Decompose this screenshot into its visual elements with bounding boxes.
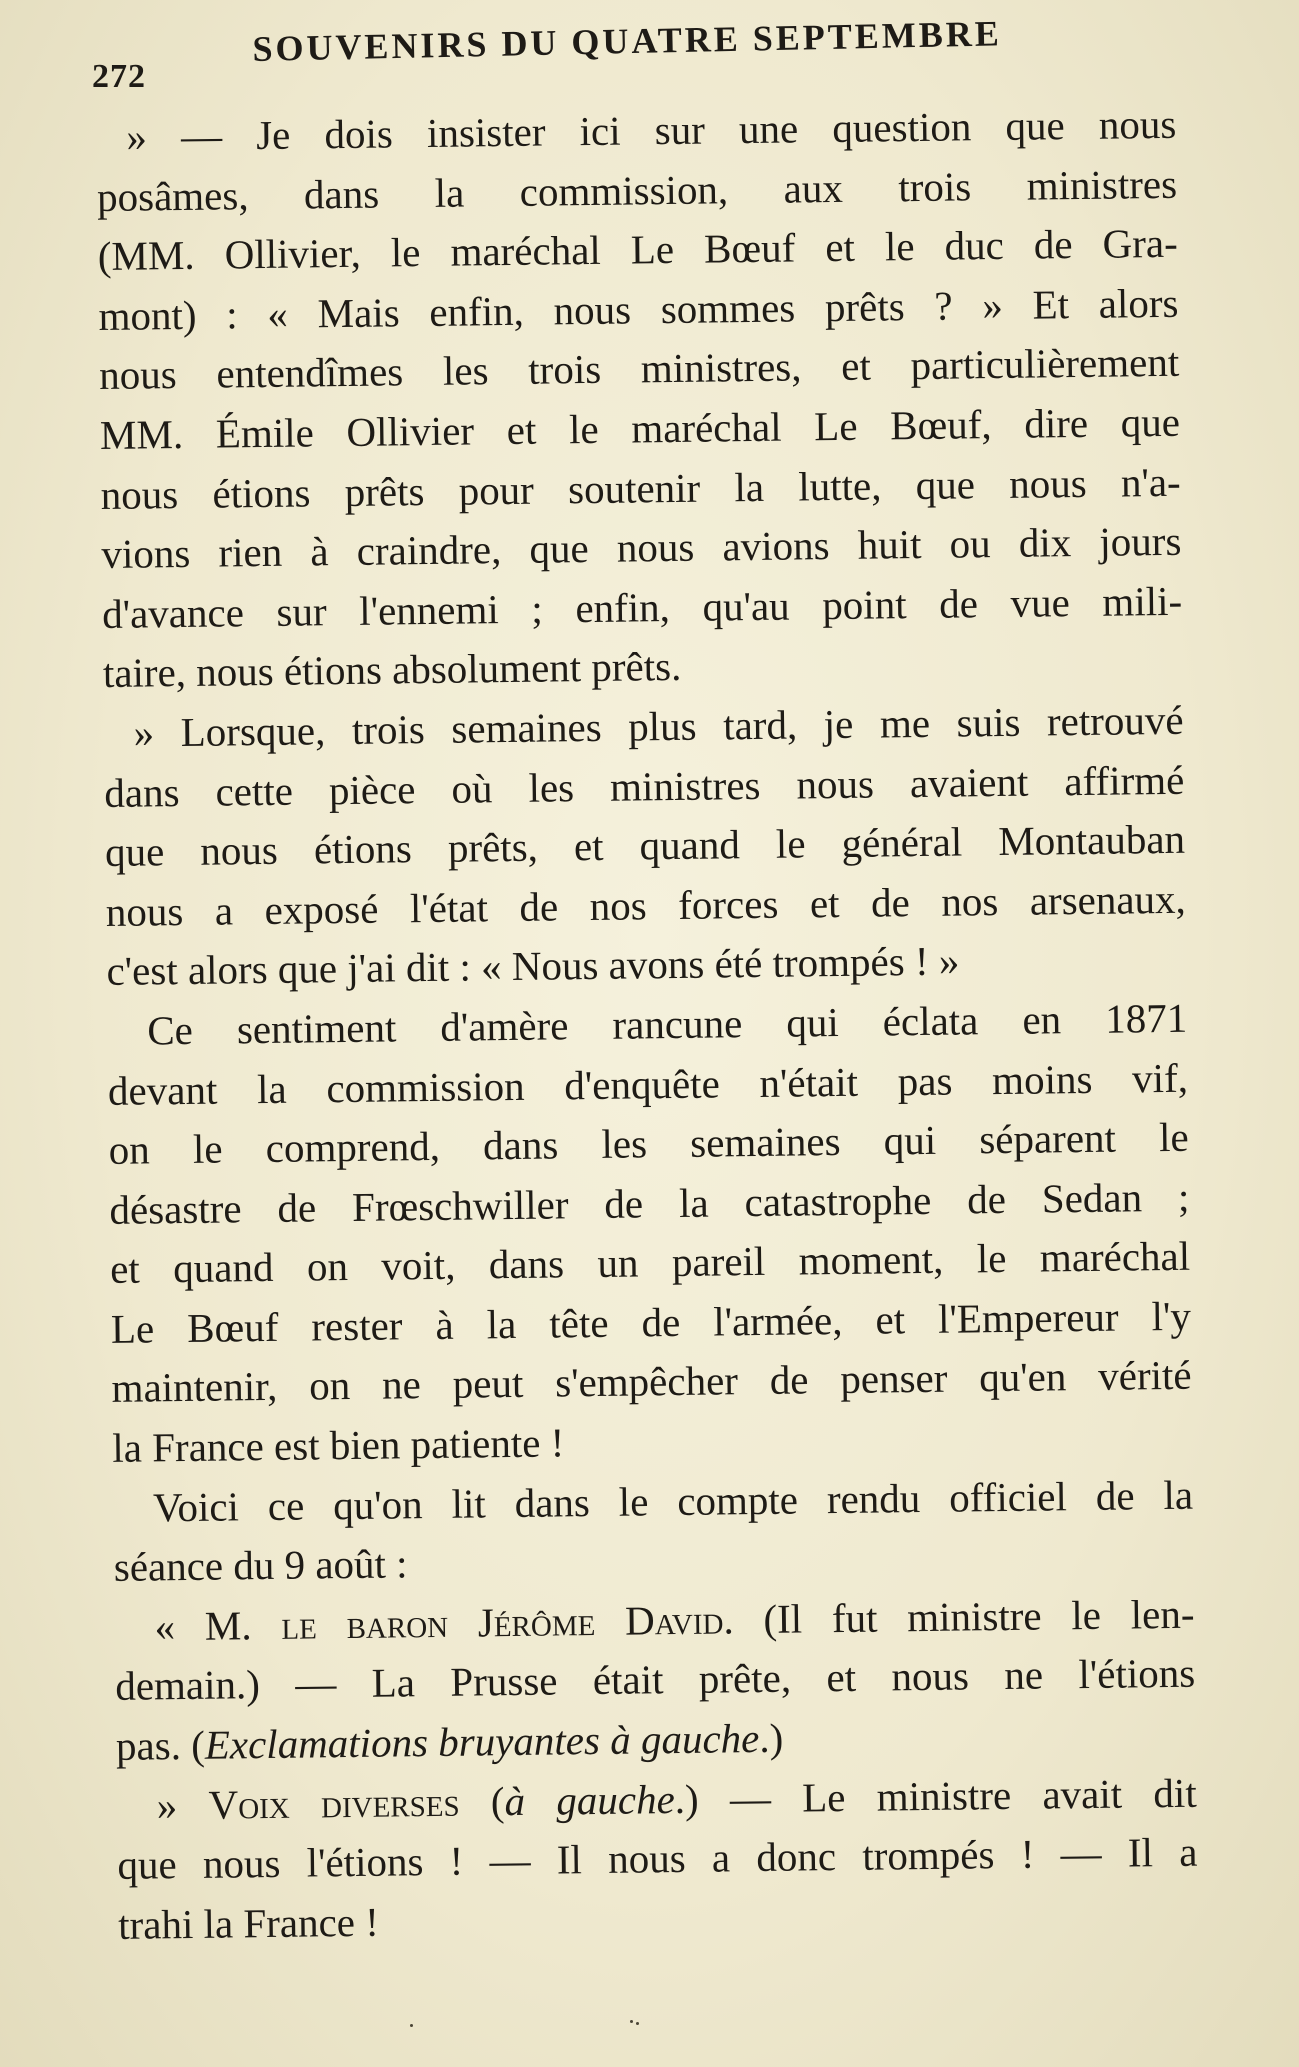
text-segment: .) — Le ministre avait dit [674, 1769, 1197, 1822]
text-line: que nous l'étions ! — Il nous a donc trompés ! — Il a [117, 1828, 1198, 1889]
text-line: taire, nous étions absolument prêts. [102, 643, 682, 697]
text-line: dans cette pièce où les ministres nous avaient affirmé [104, 756, 1185, 816]
text-line: MM. Émile Ollivier et le maréchal Le Bœuf, dire que [99, 398, 1181, 458]
text-segment: . (Il fut ministre le len- [723, 1590, 1195, 1643]
text-line: c'est alors que j'ai dit : « Nous avons été trompés ! » [106, 937, 960, 995]
text-line: on le comprend, dans les semaines qui séparent le [108, 1113, 1189, 1174]
text-line: devant la commission d'enquête n'était pas moins vif, [107, 1054, 1189, 1114]
page-header [92, 13, 1192, 98]
text-segment: ( [459, 1777, 505, 1825]
text-line: séance du 9 août : [113, 1540, 408, 1591]
text-line: la France est bien patiente ! [112, 1419, 565, 1471]
body-text [96, 95, 1198, 1955]
text-line: posâmes, dans la commission, aux trois ministres [96, 160, 1178, 220]
page-number: 272 [92, 58, 146, 95]
text-segment: pas. ( [115, 1721, 206, 1769]
text-line: » — Je dois insister ici sur une question que nous [126, 100, 1177, 160]
text-line: demain.) — La Prusse était prête, et nous ne l'étions [115, 1650, 1196, 1710]
text-line: vions rien à craindre, que nous avions huit ou dix jours [101, 517, 1182, 578]
text-line: maintenir, on ne peut s'empêcher de penser qu'en vérité [111, 1352, 1192, 1412]
text-line: nous a exposé l'état de nos forces et de nos arsenaux, [105, 875, 1187, 935]
text-line: mont) : « Mais enfin, nous sommes prêts ? » Et alors [98, 279, 1179, 339]
speaker-name: Voix diverses [208, 1778, 460, 1828]
speaker-name: le baron Jérôme David [281, 1596, 724, 1648]
text-line: d'avance sur l'ennemi ; enfin, qu'au point de vue mili- [101, 577, 1183, 637]
text-segment: .) [759, 1714, 784, 1762]
text-line: nous étions prêts pour soutenir la lutte, que nous n'a- [100, 458, 1181, 518]
text-line: (MM. Ollivier, le maréchal Le Bœuf et le duc de Gra- [97, 219, 1179, 280]
stage-direction: Exclamations bruyantes à gauche [204, 1715, 760, 1768]
paper-specks [400, 2020, 660, 2030]
text-line: » Lorsque, trois semaines plus tard, je me suis retrouvé [133, 696, 1184, 756]
text-line: nous entendîmes les trois ministres, et particulièrement [98, 339, 1180, 399]
text-segment: « M. [154, 1601, 282, 1650]
text-line: trahi la France ! [117, 1898, 380, 1948]
text-line: Ce sentiment d'amère rancune qui éclata en 1871 [146, 994, 1188, 1054]
running-title: SOUVENIRS DU QUATRE SEPTEMBRE [252, 13, 1003, 69]
text-line: que nous étions prêts, et quand le général Montauban [104, 815, 1186, 876]
text-line: Voici ce qu'on lit dans le compte rendu officiel de la [152, 1471, 1194, 1531]
text-line: et quand on voit, dans un pareil moment, le maréchal [109, 1233, 1191, 1293]
text-segment: » [156, 1781, 209, 1829]
text-line: Le Bœuf rester à la tête de l'armée, et l'Empereur l'y [110, 1292, 1192, 1352]
text-line: désastre de Frœschwiller de la catastrophe de Sedan ; [109, 1173, 1190, 1233]
stage-direction: à gauche [504, 1775, 675, 1824]
